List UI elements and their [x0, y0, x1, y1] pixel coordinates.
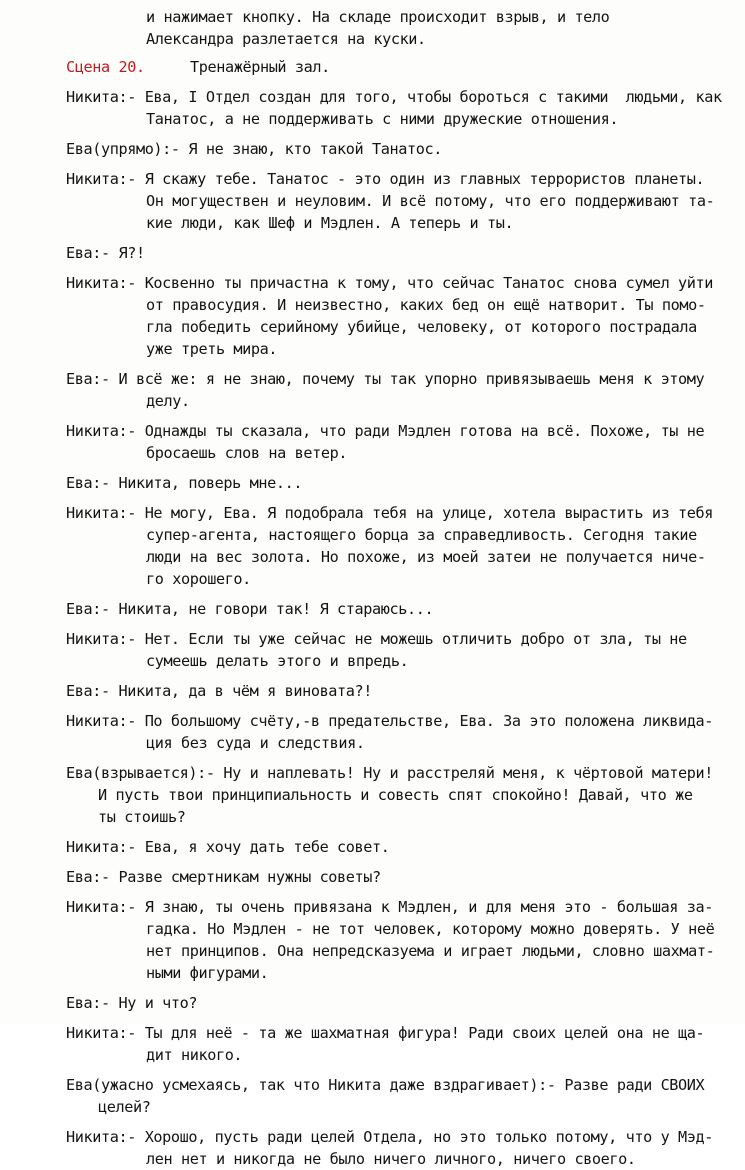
- dialogue-line: Никита:- Ева, I Отдел создан для того, чтобы бороться с такими людьми, как: [66, 88, 722, 106]
- dialogue-cont: сумеешь делать этого и впредь.: [146, 652, 409, 670]
- dialogue-cont: ными фигурами.: [146, 964, 269, 982]
- dialogue-entry: [66, 680, 727, 702]
- dialogue-line: Ева:- Ну и что?: [66, 994, 198, 1012]
- dialogue-entry: [66, 138, 727, 160]
- dialogue-cont: кие люди, как Шеф и Мэдлен. А теперь и ты.: [146, 214, 514, 232]
- dialogue-entry: [66, 1022, 727, 1066]
- dialogue-entry: [66, 1126, 727, 1170]
- dialogue-cont: бросаешь слов на ветер.: [146, 444, 348, 462]
- dialogue-entry: [66, 762, 727, 828]
- dialogue-cont: от правосудия. И неизвестно, каких бед он ещё натворит. Ты помо-: [146, 296, 706, 314]
- scene-heading: [66, 56, 727, 78]
- dialogue-cont: дит никого.: [146, 1046, 243, 1064]
- dialogue-entry: [66, 992, 727, 1014]
- dialogue-entry: [66, 628, 727, 672]
- dialogue-cont: целей?: [98, 1098, 151, 1116]
- dialogue-cont: уже треть мира.: [146, 340, 278, 358]
- dialogue-entry: [66, 1074, 727, 1118]
- dialogue-cont: гадка. Но Мэдлен - не тот человек, которому можно доверять. У неё: [146, 920, 715, 938]
- dialogue-entry: [66, 272, 727, 360]
- dialogue-cont: И пусть твои принципиальность и совесть спят спокойно! Давай, что же: [98, 786, 693, 804]
- dialogue-line: Ева:- И всё же: я не знаю, почему ты так упорно привязываешь меня к этому: [66, 370, 705, 388]
- dialogue-line: Ева(взрывается):- Ну и наплевать! Ну и расстреляй меня, к чёртовой матери!: [66, 764, 714, 782]
- dialogue-line: Никита:- Не могу, Ева. Я подобрала тебя на улице, хотела вырастить из тебя: [66, 504, 714, 522]
- dialogue-line: Ева(упрямо):- Я не знаю, кто такой Танатос.: [66, 140, 442, 158]
- dialogue-cont: Танатос, а не поддерживать с ними дружеские отношения.: [146, 110, 619, 128]
- dialogue-line: Никита:- По большому счёту,-в предательстве, Ева. За это положена ликвида-: [66, 712, 714, 730]
- text-line: и нажимает кнопку. На складе происходит взрыв, и тело: [146, 8, 610, 26]
- dialogue-line: Ева:- Разве смертникам нужны советы?: [66, 868, 381, 886]
- dialogue-cont: лен нет и никогда не было ничего личного, ничего своего.: [146, 1150, 636, 1168]
- opening-block: [66, 6, 727, 50]
- text-line: Александра разлетается на куски.: [146, 30, 426, 48]
- dialogue-line: Никита:- Ева, я хочу дать тебе совет.: [66, 838, 390, 856]
- dialogue-line: Никита:- Нет. Если ты уже сейчас не можешь отличить добро от зла, ты не: [66, 630, 687, 648]
- dialogue-entry: [66, 242, 727, 264]
- dialogue-entry: [66, 368, 727, 412]
- dialogue-cont: го хорошего.: [146, 570, 251, 588]
- dialogue-entry: [66, 710, 727, 754]
- dialogue-line: Никита:- Я знаю, ты очень привязана к Мэдлен, и для меня это - большая за-: [66, 898, 714, 916]
- dialogue-cont: ция без суда и следствия.: [146, 734, 365, 752]
- dialogue-entry: [66, 836, 727, 858]
- dialogue-line: Никита:- Косвенно ты причастна к тому, что сейчас Танатос снова сумел уйти: [66, 274, 714, 292]
- dialogue-cont: Он могуществен и неуловим. И всё потому, что его поддерживают та-: [146, 192, 715, 210]
- dialogue-line: Никита:- Однажды ты сказала, что ради Мэдлен готова на всё. Похоже, ты не: [66, 422, 705, 440]
- dialogue-entry: [66, 866, 727, 888]
- dialogue-cont: делу.: [146, 392, 190, 410]
- dialogue-entry: [66, 86, 727, 130]
- dialogue-line: Ева:- Никита, да в чём я виновата?!: [66, 682, 373, 700]
- dialogue-cont: ты стоишь?: [98, 808, 186, 826]
- dialogue-entry: [66, 598, 727, 620]
- dialogue-line: Никита:- Хорошо, пусть ради целей Отдела, но это только потому, что у Мэд-: [66, 1128, 714, 1146]
- dialogue-entry: [66, 472, 727, 494]
- scene-title: Тренажёрный зал.: [190, 58, 330, 76]
- dialogue-line: Ева(ужасно усмехаясь, так что Никита даже вздрагивает):- Разве ради СВОИХ: [66, 1076, 705, 1094]
- dialogue-line: Ева:- Никита, поверь мне...: [66, 474, 303, 492]
- dialogue-line: Ева:- Никита, не говори так! Я стараюсь...: [66, 600, 434, 618]
- dialogue-entry: [66, 502, 727, 590]
- dialogue-entry: [66, 168, 727, 234]
- dialogue-entry: [66, 896, 727, 984]
- dialogue-block: [66, 86, 727, 1170]
- scene-number: Сцена 20.: [66, 58, 145, 76]
- dialogue-cont: люди на вес золота. Но похоже, из моей затеи не получается ниче-: [146, 548, 706, 566]
- dialogue-line: Никита:- Ты для неё - та же шахматная фигура! Ради своих целей она не ща-: [66, 1024, 705, 1042]
- dialogue-entry: [66, 420, 727, 464]
- dialogue-cont: супер-агента, настоящего борца за справедливость. Сегодня такие: [146, 526, 697, 544]
- dialogue-line: Ева:- Я?!: [66, 244, 145, 262]
- dialogue-cont: гла победить серийному убийце, человеку, от которого пострадала: [146, 318, 697, 336]
- dialogue-line: Никита:- Я скажу тебе. Танатос - это один из главных террористов планеты.: [66, 170, 705, 188]
- dialogue-cont: нет принципов. Она непредсказуема и играет людьми, словно шахмат-: [146, 942, 715, 960]
